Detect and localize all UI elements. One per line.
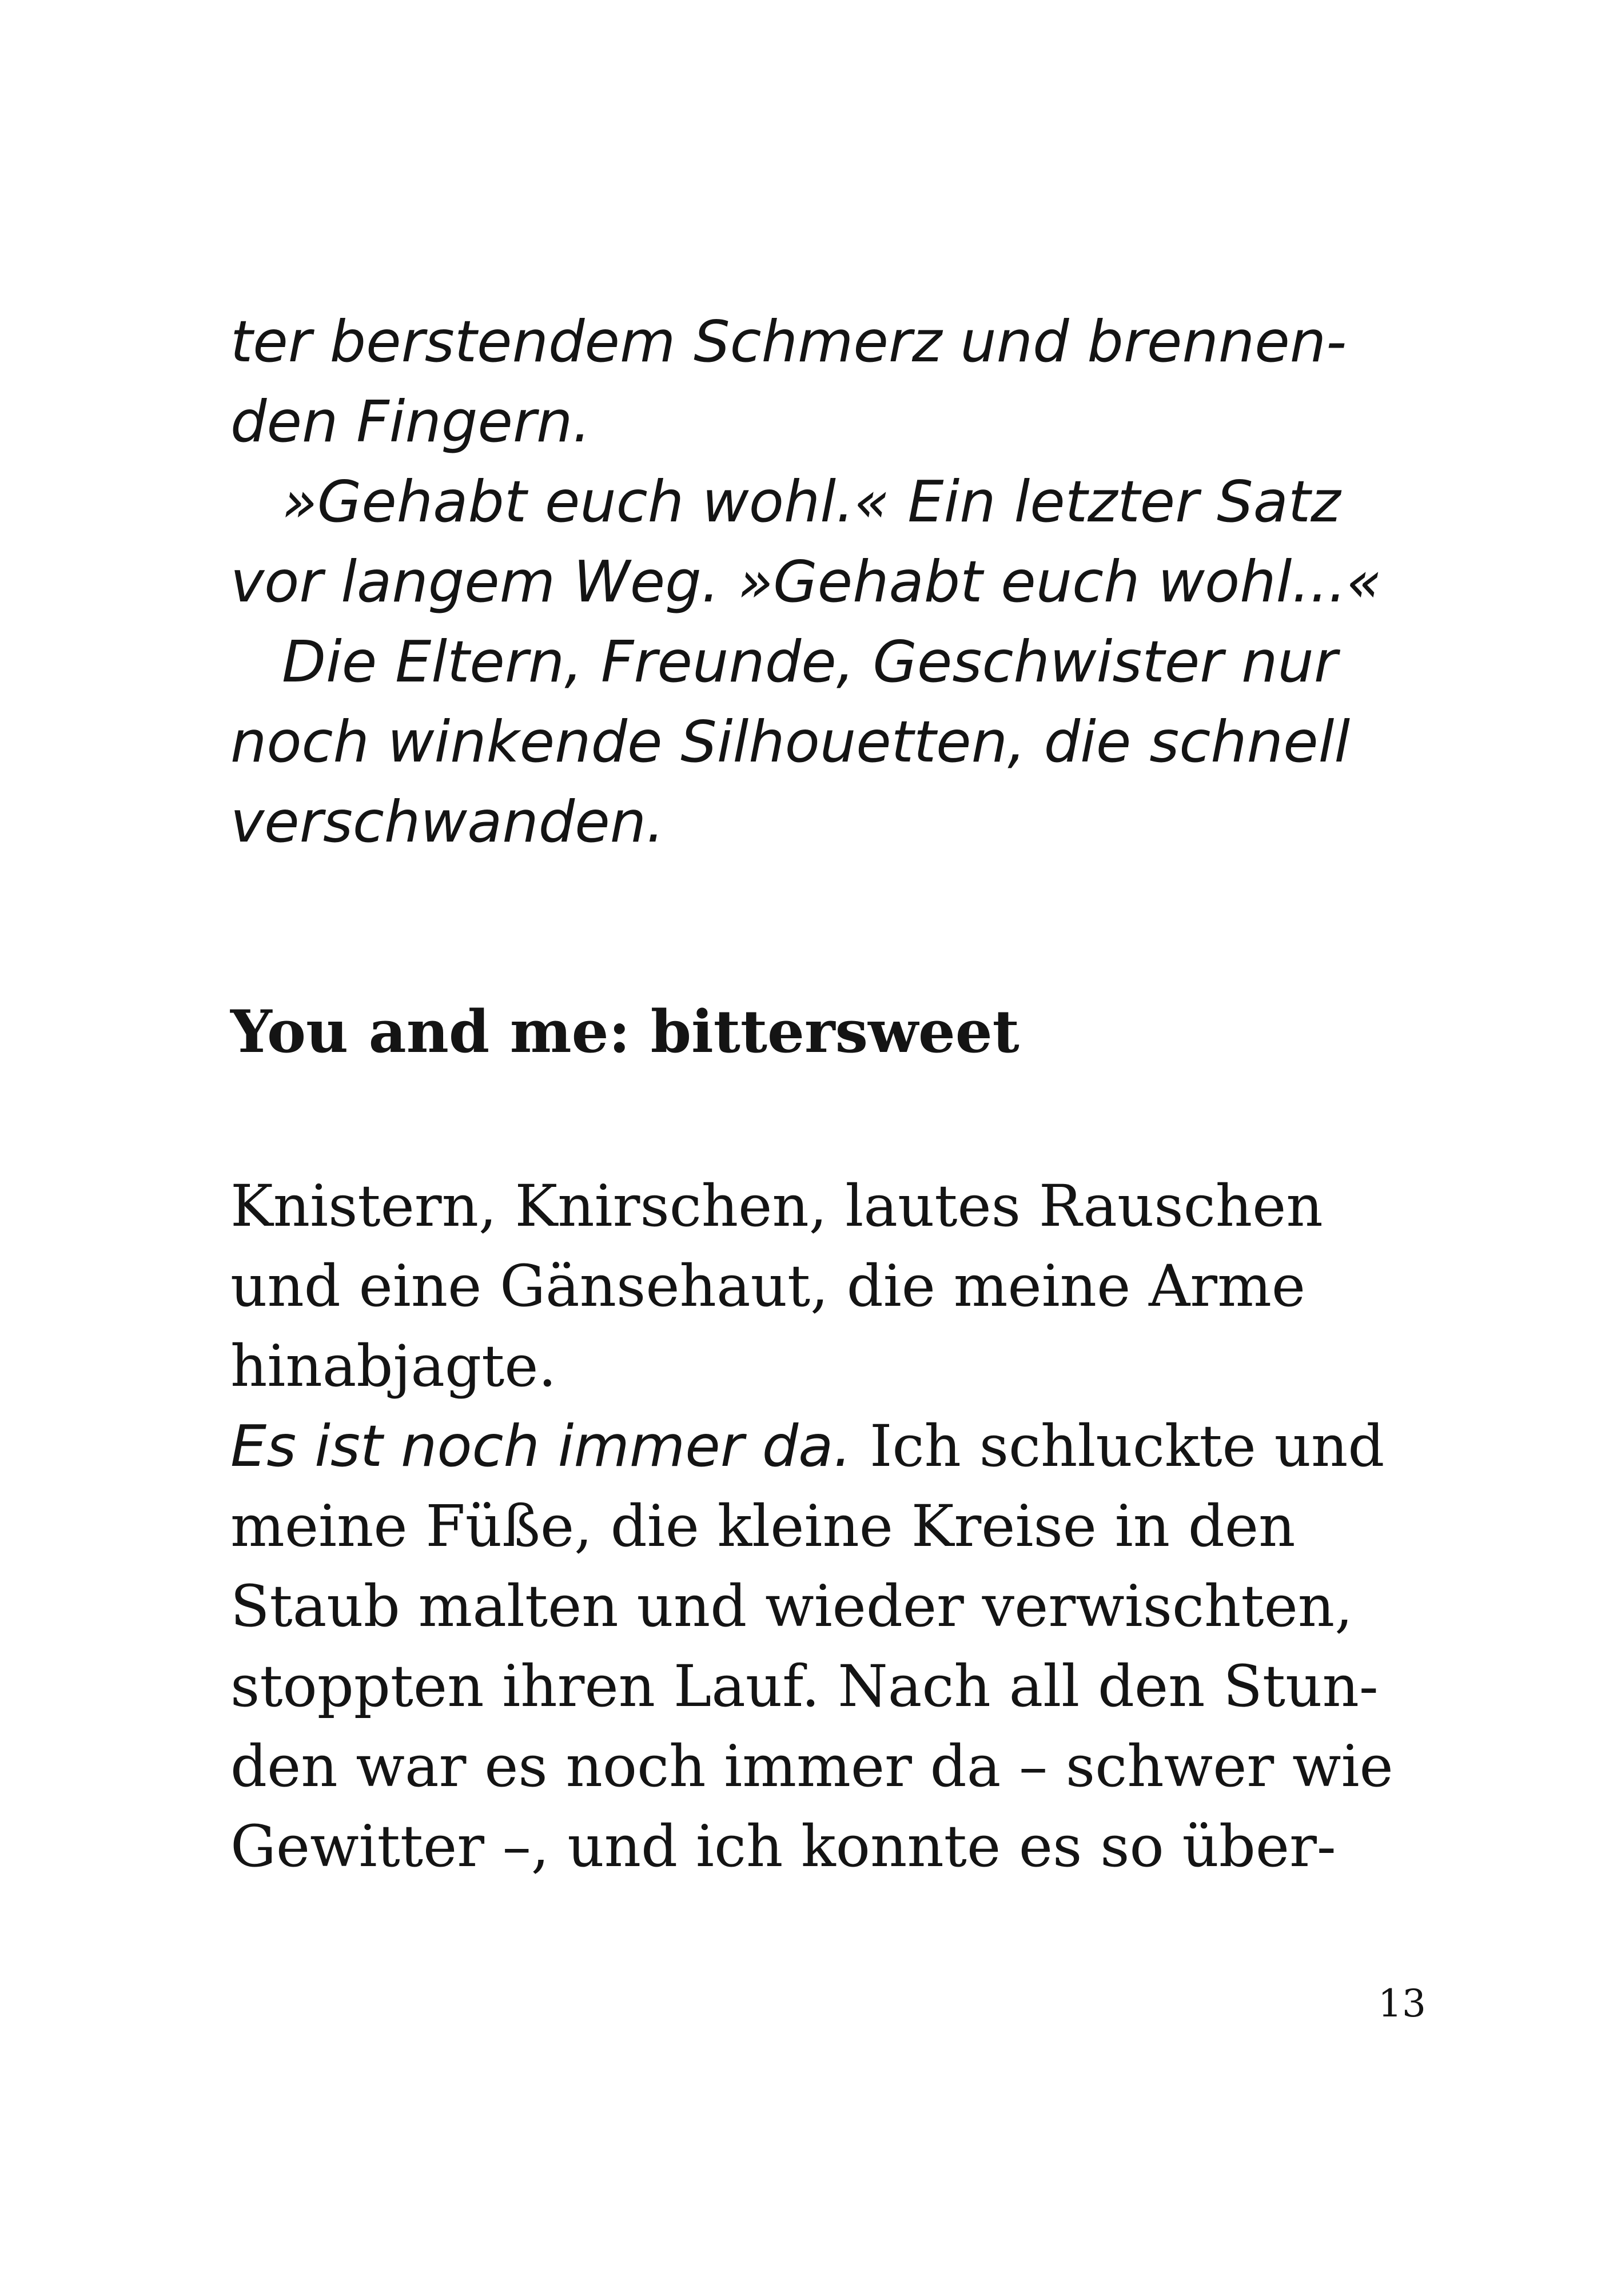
body-line: stoppten ihren Lauf. Nach all den Stun- (230, 1653, 1379, 1720)
body-passage (230, 1166, 1431, 1887)
body-line: und eine Gänsehaut, die meine Arme (230, 1253, 1306, 1320)
body-line-rest: Ich schluckte und (851, 1413, 1385, 1480)
passage-line: Die Eltern, Freunde, Geschwister nur (282, 628, 1337, 695)
passage-line: den Fingern. (230, 388, 591, 455)
body-line: Gewitter –, und ich konnte es so über- (230, 1813, 1336, 1880)
body-line: Knistern, Knirschen, lautes Rauschen (230, 1173, 1323, 1239)
body-line: Staub malten und wieder verwischten, (230, 1573, 1353, 1640)
passage-line: »Gehabt euch wohl.« Ein letzter Satz (282, 468, 1341, 535)
body-line: meine Füße, die kleine Kreise in den (230, 1493, 1296, 1560)
body-line: hinabjagte. (230, 1333, 557, 1400)
passage-line: noch winkende Silhouetten, die schnell (230, 708, 1351, 775)
passage-line: vor langem Weg. »Gehabt euch wohl...« (230, 548, 1382, 615)
passage-line: verschwanden. (230, 788, 664, 855)
passage-line: ter berstendem Schmerz und brennen- (230, 308, 1347, 375)
italic-passage (230, 302, 1431, 862)
emphasized-phrase: Es ist noch immer da. (230, 1413, 852, 1480)
section-title: You and me: bittersweet (230, 998, 1019, 1066)
body-line-with-emphasis (230, 1406, 1431, 1486)
body-line: den war es noch immer da – schwer wie (230, 1733, 1393, 1800)
page-number: 13 (1378, 1982, 1426, 2026)
